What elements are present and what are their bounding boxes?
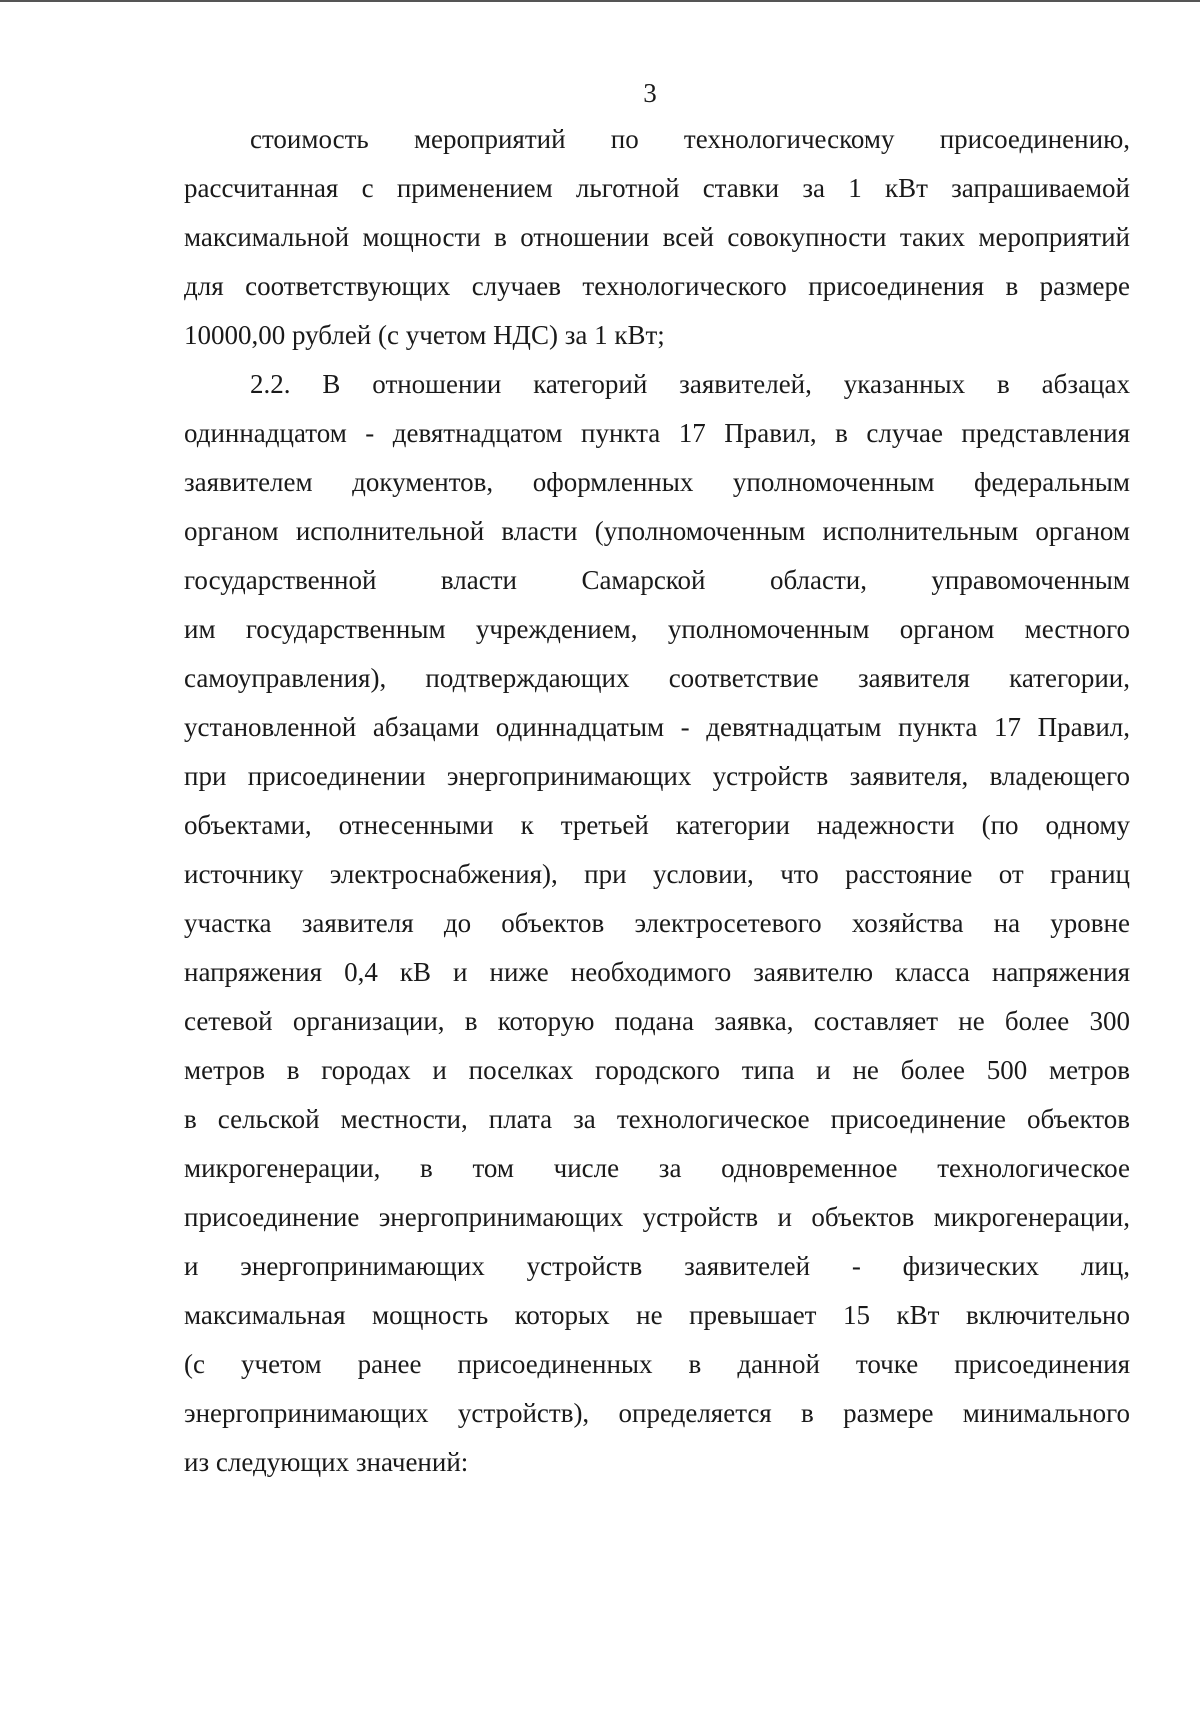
text-line: присоединение энергопринимающих устройств и объектов микрогенерации,	[184, 1202, 1130, 1232]
page-top-edge	[0, 0, 1200, 2]
text-line: микрогенерации, в том числе за одновременное технологическое	[184, 1153, 1130, 1183]
text-line: объектами, отнесенными к третьей категории надежности (по одному	[184, 810, 1130, 840]
text-line: стоимость мероприятий по технологическому присоединению,	[250, 124, 1130, 154]
text-line: максимальной мощности в отношении всей совокупности таких мероприятий	[184, 222, 1130, 252]
document-body	[184, 115, 1130, 1487]
text-line: 10000,00 рублей (с учетом НДС) за 1 кВт;	[184, 320, 665, 350]
text-line: при присоединении энергопринимающих устройств заявителя, владеющего	[184, 761, 1130, 791]
text-line: метров в городах и поселках городского типа и не более 500 метров	[184, 1055, 1130, 1085]
text-line: энергопринимающих устройств), определяется в размере минимального	[184, 1398, 1130, 1428]
text-line: в сельской местности, плата за технологическое присоединение объектов	[184, 1104, 1130, 1134]
text-line: заявителем документов, оформленных уполномоченным федеральным	[184, 467, 1130, 497]
text-line: из следующих значений:	[184, 1447, 469, 1477]
text-line: (с учетом ранее присоединенных в данной точке присоединения	[184, 1349, 1130, 1379]
text-line: для соответствующих случаев технологического присоединения в размере	[184, 271, 1130, 301]
text-line: самоуправления), подтверждающих соответствие заявителя категории,	[184, 663, 1130, 693]
text-line: органом исполнительной власти (уполномоченным исполнительным органом	[184, 516, 1130, 546]
text-line: напряжения 0,4 кВ и ниже необходимого заявителю класса напряжения	[184, 957, 1130, 987]
text-line: 2.2. В отношении категорий заявителей, указанных в абзацах	[250, 369, 1130, 399]
text-line: участка заявителя до объектов электросетевого хозяйства на уровне	[184, 908, 1130, 938]
text-line: и энергопринимающих устройств заявителей - физических лиц,	[184, 1251, 1130, 1281]
text-line: одиннадцатом - девятнадцатом пункта 17 Правил, в случае представления	[184, 418, 1130, 448]
text-line: им государственным учреждением, уполномоченным органом местного	[184, 614, 1130, 644]
text-line: государственной власти Самарской области, управомоченным	[184, 565, 1130, 595]
text-line: рассчитанная с применением льготной ставки за 1 кВт запрашиваемой	[184, 173, 1130, 203]
text-line: источнику электроснабжения), при условии, что расстояние от границ	[184, 859, 1130, 889]
text-line: установленной абзацами одиннадцатым - девятнадцатым пункта 17 Правил,	[184, 712, 1130, 742]
text-line: сетевой организации, в которую подана заявка, составляет не более 300	[184, 1006, 1130, 1036]
text-line: максимальная мощность которых не превышает 15 кВт включительно	[184, 1300, 1130, 1330]
page-number: 3	[643, 78, 657, 108]
